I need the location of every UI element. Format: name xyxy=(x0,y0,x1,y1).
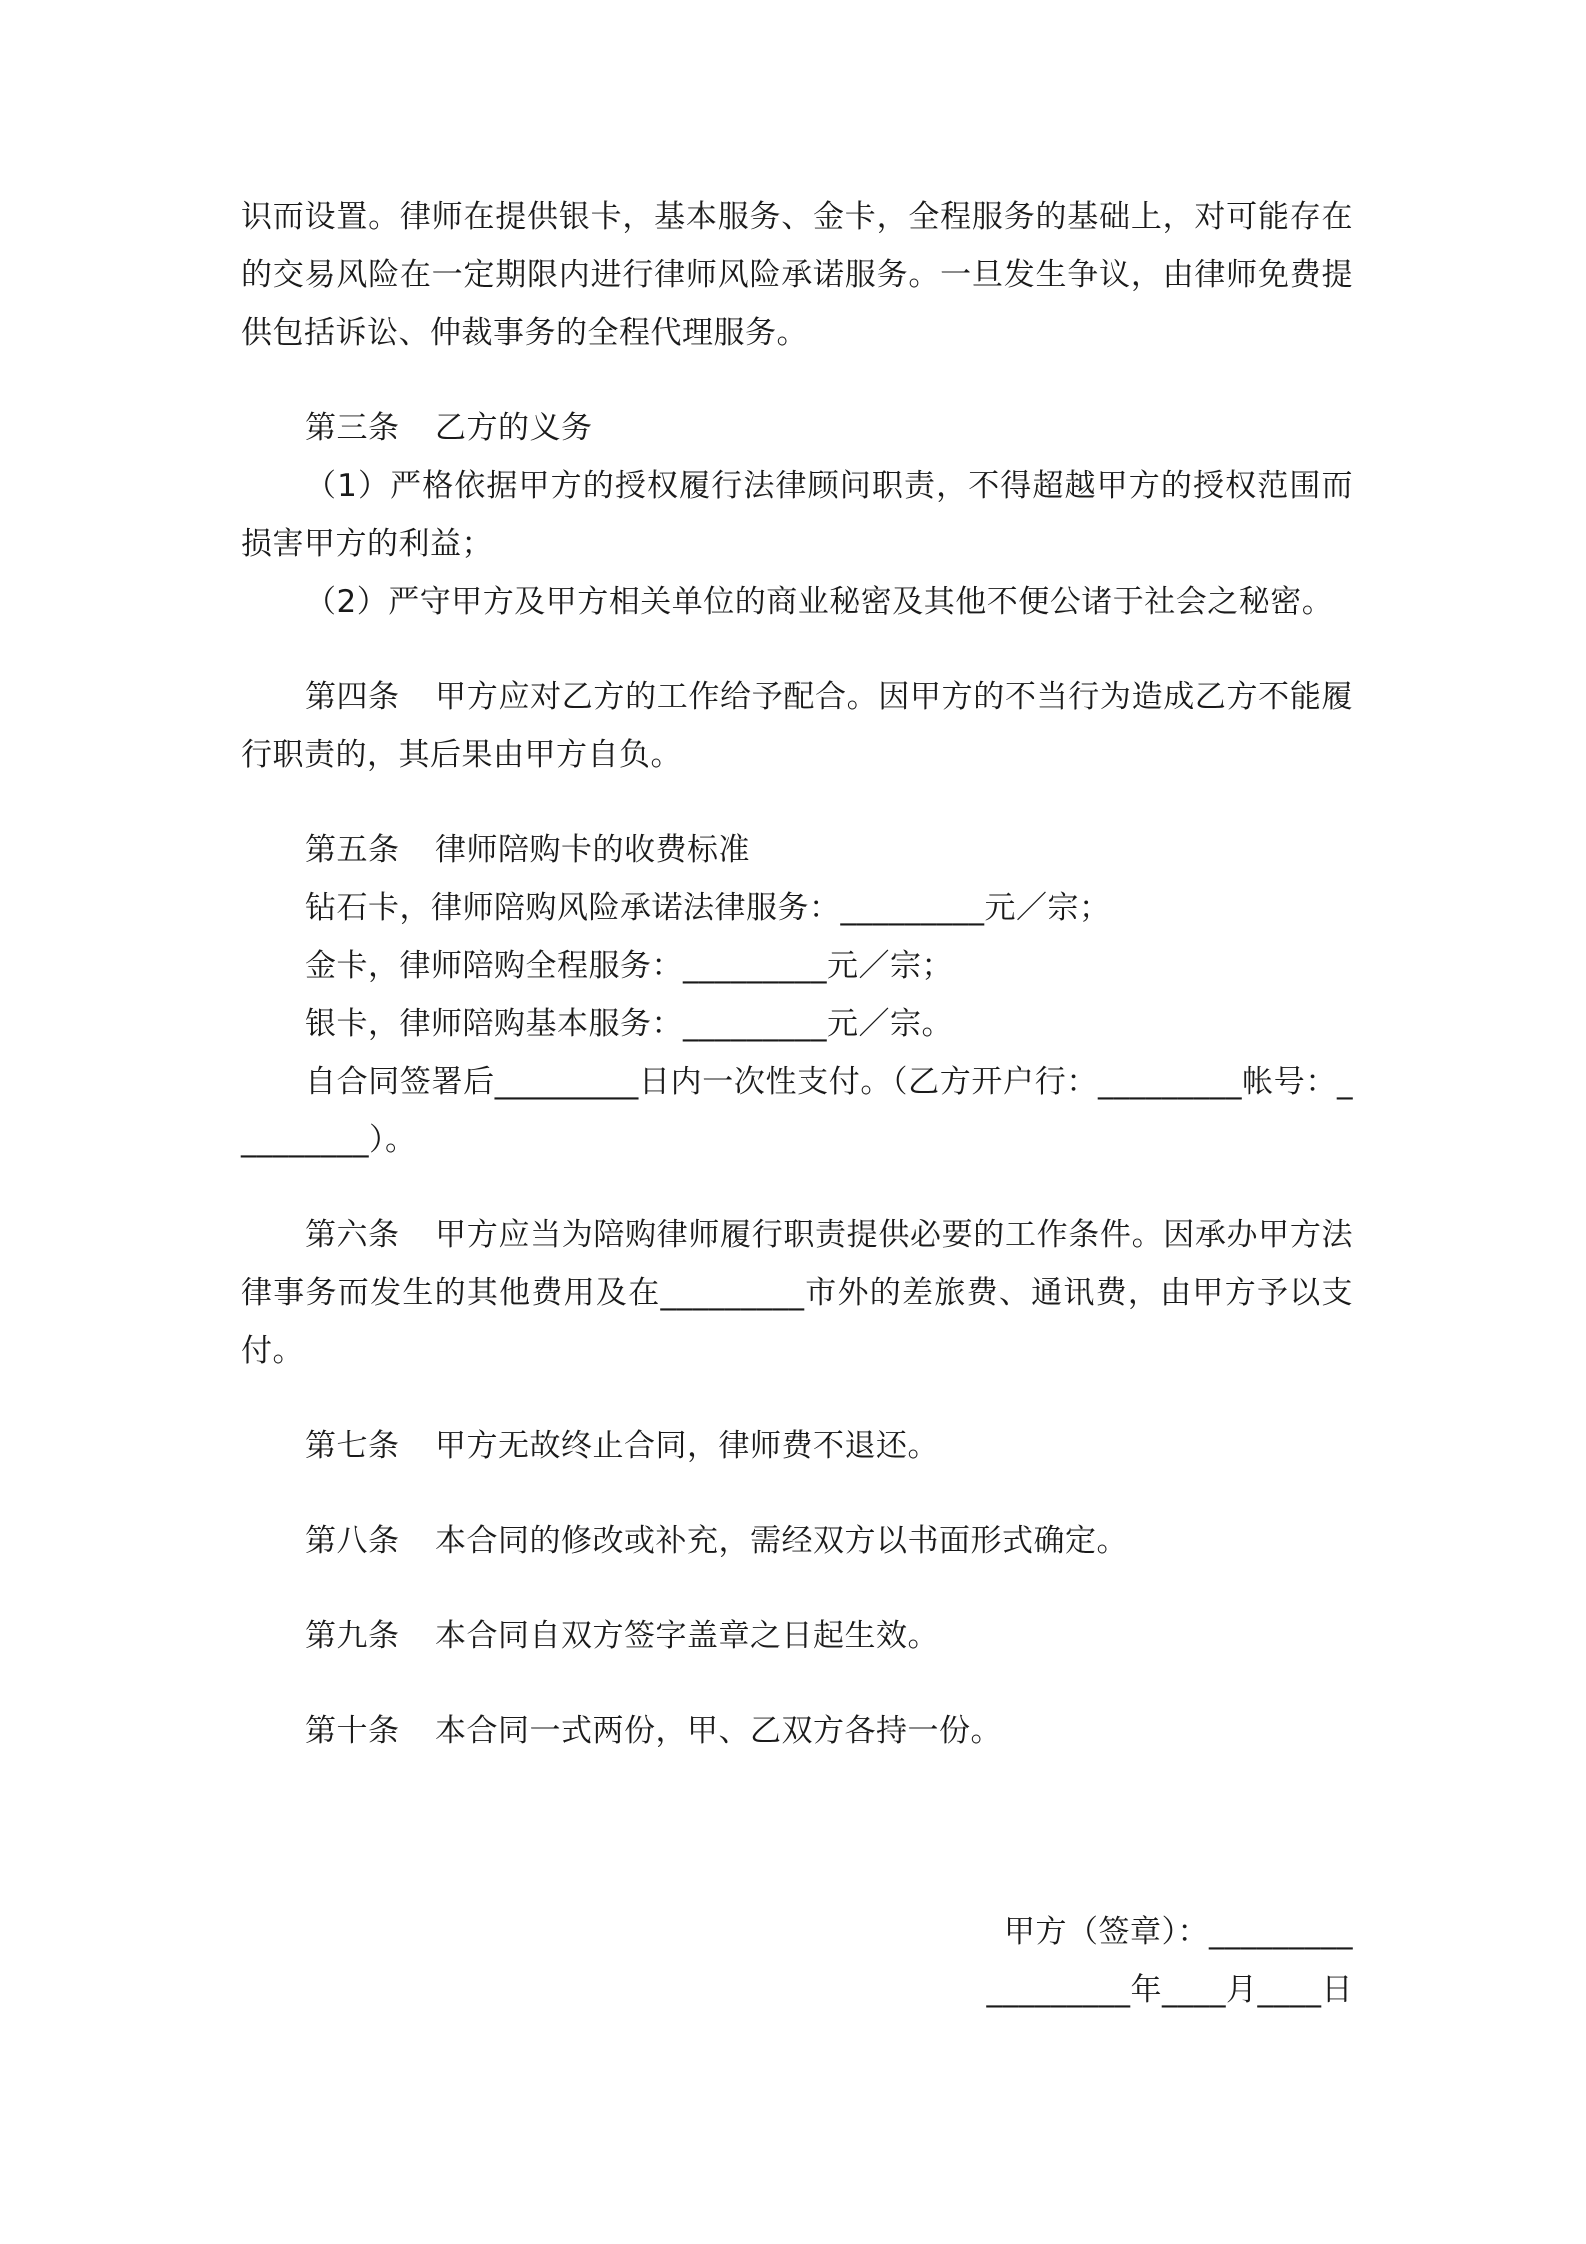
article-5-number: 第五条 xyxy=(305,832,400,868)
article-6-number: 第六条 xyxy=(305,1217,400,1253)
paragraph-gap xyxy=(241,1665,1353,1702)
article-7-paragraph xyxy=(241,1417,1353,1475)
article-4-paragraph xyxy=(241,668,1353,784)
signature-block xyxy=(987,1903,1354,2019)
paragraph-gap xyxy=(241,784,1353,821)
article-8-number: 第八条 xyxy=(305,1523,400,1559)
paragraph-gap xyxy=(241,1570,1353,1607)
article-3-title: 乙方的义务 xyxy=(435,410,593,446)
article-6-paragraph xyxy=(241,1206,1353,1380)
article-3-item-1: （1）严格依据甲方的授权履行法律顾问职责，不得超越甲方的授权范围而损害甲方的利益； xyxy=(241,468,1353,562)
article-10-paragraph xyxy=(241,1702,1353,1760)
article-8-paragraph xyxy=(241,1512,1353,1570)
paragraph-gap xyxy=(241,362,1353,399)
article-5-heading-line xyxy=(241,821,1353,879)
article-9-number: 第九条 xyxy=(305,1618,400,1654)
article-9-paragraph xyxy=(241,1607,1353,1665)
paragraph-gap xyxy=(241,1475,1353,1512)
article-9-text: 本合同自双方签字盖章之日起生效。 xyxy=(435,1618,939,1654)
article-4-text: 甲方应对乙方的工作给予配合。因甲方的不当行为造成乙方不能履行职责的，其后果由甲方自负。 xyxy=(241,679,1353,773)
article-6-text: 甲方应当为陪购律师履行职责提供必要的工作条件。因承办甲方法律事务而发生的其他费用及在_________市外的差旅费、通讯费，由甲方予以支付。 xyxy=(241,1217,1353,1369)
article-5-diamond-fee: 钻石卡，律师陪购风险承诺法律服务：_________元／宗； xyxy=(305,890,1111,926)
article-5-title: 律师陪购卡的收费标准 xyxy=(435,832,750,868)
article-10-number: 第十条 xyxy=(305,1713,400,1749)
article-5-gold-fee: 金卡，律师陪购全程服务：_________元／宗； xyxy=(305,948,953,984)
paragraph-gap xyxy=(241,1169,1353,1206)
party-a-signature-line: 甲方（签章）：_________ xyxy=(1004,1914,1353,1950)
article-3-item-2: （2）严守甲方及甲方相关单位的商业秘密及其他不便公诸于社会之秘密。 xyxy=(305,584,1334,620)
article-4-number: 第四条 xyxy=(305,679,400,715)
article-3-number: 第三条 xyxy=(305,410,400,446)
article-8-text: 本合同的修改或补充，需经双方以书面形式确定。 xyxy=(435,1523,1128,1559)
article-10-text: 本合同一式两份，甲、乙双方各持一份。 xyxy=(435,1713,1002,1749)
paragraph-gap xyxy=(241,631,1353,668)
article-7-text: 甲方无故终止合同，律师费不退还。 xyxy=(435,1428,939,1464)
article-5-silver-fee: 银卡，律师陪购基本服务：_________元／宗。 xyxy=(305,1006,953,1042)
article-7-number: 第七条 xyxy=(305,1428,400,1464)
article-3-heading-line xyxy=(241,399,1353,457)
paragraph-gap xyxy=(241,1380,1353,1417)
intro-paragraph: 识而设置。律师在提供银卡，基本服务、金卡，全程服务的基础上，对可能存在的交易风险在一定期限内进行律师风险承诺服务。一旦发生争议，由律师免费提供包括诉讼、仲裁事务的全程代理服务。 xyxy=(241,199,1353,351)
signature-date-line: _________年____月____日 xyxy=(986,1972,1353,2008)
contract-body xyxy=(241,188,1353,1760)
article-5-payment: 自合同签署后_________日内一次性支付。（乙方开户行：_________帐号：_________）。 xyxy=(241,1064,1353,1158)
